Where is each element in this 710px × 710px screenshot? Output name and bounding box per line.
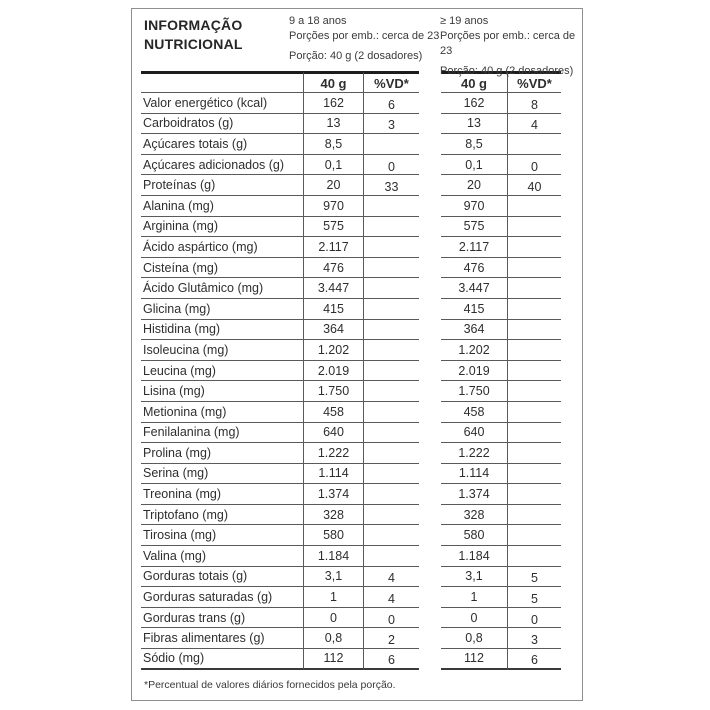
vd-value-group2: 6	[508, 649, 561, 670]
label-header	[132, 9, 582, 77]
table-gap	[419, 484, 441, 505]
portion-size-group2: Porção: 40 g (2 dosadores)	[440, 65, 574, 77]
row-label: Fenilalanina (mg)	[141, 423, 303, 444]
qty-value-group1: 640	[303, 423, 364, 444]
row-label: Metionina (mg)	[141, 402, 303, 423]
vd-value-group2	[508, 484, 561, 505]
vd-value-group1	[364, 402, 419, 423]
table-gap	[419, 402, 441, 423]
vd-value-group2	[508, 258, 561, 279]
qty-value-group1: 1.222	[303, 443, 364, 464]
qty-value-group2: 0,8	[441, 628, 508, 649]
qty-value-group2: 1.750	[441, 381, 508, 402]
table-gap	[419, 464, 441, 485]
table-row	[141, 628, 561, 649]
row-label: Leucina (mg)	[141, 361, 303, 382]
table-gap	[419, 258, 441, 279]
qty-value-group1: 112	[303, 649, 364, 670]
table-row	[141, 196, 561, 217]
header-vd-group2: %VD*	[508, 71, 561, 93]
qty-value-group1: 1.750	[303, 381, 364, 402]
vd-value-group1	[364, 464, 419, 485]
qty-value-group1: 415	[303, 299, 364, 320]
table-row	[141, 93, 561, 114]
vd-value-group2: 8	[508, 93, 561, 114]
qty-value-group2: 3.447	[441, 278, 508, 299]
table-gap	[419, 546, 441, 567]
qty-value-group2: 112	[441, 649, 508, 670]
qty-value-group1: 3,1	[303, 567, 364, 588]
table-gap	[419, 340, 441, 361]
row-label: Açúcares totais (g)	[141, 134, 303, 155]
qty-value-group2: 0	[441, 608, 508, 629]
vd-value-group1	[364, 217, 419, 238]
vd-value-group1	[364, 340, 419, 361]
row-label: Ácido aspártico (mg)	[141, 237, 303, 258]
table-row	[141, 114, 561, 135]
row-label: Açúcares adicionados (g)	[141, 155, 303, 176]
qty-value-group1: 1.114	[303, 464, 364, 485]
portions-per-pack-group1: Porções por emb.: cerca de 23	[289, 30, 440, 42]
vd-value-group1: 2	[364, 628, 419, 649]
table-gap	[419, 505, 441, 526]
row-label: Gorduras totais (g)	[141, 567, 303, 588]
table-row	[141, 278, 561, 299]
qty-value-group2: 580	[441, 525, 508, 546]
row-label: Ácido Glutâmico (mg)	[141, 278, 303, 299]
qty-value-group2: 2.117	[441, 237, 508, 258]
table-row	[141, 320, 561, 341]
vd-value-group2	[508, 340, 561, 361]
vd-value-group2	[508, 402, 561, 423]
table-gap	[419, 628, 441, 649]
table-gap	[419, 237, 441, 258]
table-gap	[419, 114, 441, 135]
serving-info-group1	[289, 14, 439, 64]
table-gap	[419, 381, 441, 402]
vd-value-group2: 3	[508, 628, 561, 649]
table-gap	[419, 299, 441, 320]
qty-value-group1: 162	[303, 93, 364, 114]
qty-value-group2: 575	[441, 217, 508, 238]
qty-value-group2: 1.374	[441, 484, 508, 505]
vd-value-group2	[508, 196, 561, 217]
table-row	[141, 546, 561, 567]
vd-value-group2: 4	[508, 114, 561, 135]
qty-value-group2: 1.114	[441, 464, 508, 485]
table-row	[141, 237, 561, 258]
vd-value-group2	[508, 505, 561, 526]
table-row	[141, 361, 561, 382]
row-label: Alanina (mg)	[141, 196, 303, 217]
vd-value-group2	[508, 361, 561, 382]
vd-value-group1: 0	[364, 608, 419, 629]
qty-value-group2: 13	[441, 114, 508, 135]
row-label: Glicina (mg)	[141, 299, 303, 320]
table-gap	[419, 525, 441, 546]
row-label: Carboidratos (g)	[141, 114, 303, 135]
vd-value-group1	[364, 258, 419, 279]
table-row	[141, 484, 561, 505]
qty-value-group2: 0,1	[441, 155, 508, 176]
table-gap	[419, 93, 441, 114]
row-label: Lisina (mg)	[141, 381, 303, 402]
table-row	[141, 340, 561, 361]
table-row	[141, 258, 561, 279]
qty-value-group2: 3,1	[441, 567, 508, 588]
qty-value-group2: 8,5	[441, 134, 508, 155]
vd-value-group2	[508, 299, 561, 320]
qty-value-group2: 1.184	[441, 546, 508, 567]
nutrition-table	[141, 71, 561, 670]
vd-value-group1	[364, 546, 419, 567]
table-gap	[419, 587, 441, 608]
qty-value-group1: 580	[303, 525, 364, 546]
vd-value-group1: 6	[364, 649, 419, 670]
qty-value-group1: 1.184	[303, 546, 364, 567]
vd-value-group2	[508, 381, 561, 402]
header-qty-group2: 40 g	[441, 71, 508, 93]
vd-value-group1: 33	[364, 175, 419, 196]
row-label: Proteínas (g)	[141, 175, 303, 196]
qty-value-group2: 970	[441, 196, 508, 217]
vd-value-group2	[508, 237, 561, 258]
qty-value-group1: 1.374	[303, 484, 364, 505]
vd-value-group1	[364, 134, 419, 155]
vd-value-group1	[364, 484, 419, 505]
qty-value-group2: 1.222	[441, 443, 508, 464]
row-label: Sódio (mg)	[141, 649, 303, 670]
vd-value-group1	[364, 237, 419, 258]
qty-value-group2: 162	[441, 93, 508, 114]
table-gap	[419, 361, 441, 382]
vd-value-group2	[508, 546, 561, 567]
table-gap	[419, 175, 441, 196]
table-row	[141, 525, 561, 546]
vd-value-group1	[364, 278, 419, 299]
row-label: Serina (mg)	[141, 464, 303, 485]
table-row	[141, 402, 561, 423]
table-gap	[419, 134, 441, 155]
qty-value-group2: 458	[441, 402, 508, 423]
qty-value-group1: 3.447	[303, 278, 364, 299]
qty-value-group1: 2.019	[303, 361, 364, 382]
vd-value-group2: 0	[508, 608, 561, 629]
table-gap	[419, 320, 441, 341]
vd-value-group1	[364, 381, 419, 402]
row-label: Valor energético (kcal)	[141, 93, 303, 114]
qty-value-group2: 1	[441, 587, 508, 608]
title-line-1: INFORMAÇÃO	[144, 17, 243, 33]
vd-value-group2	[508, 134, 561, 155]
qty-value-group1: 476	[303, 258, 364, 279]
table-gap	[419, 71, 441, 93]
vd-value-group1	[364, 505, 419, 526]
vd-value-group2	[508, 525, 561, 546]
vd-value-group2	[508, 443, 561, 464]
qty-value-group1: 13	[303, 114, 364, 135]
qty-value-group2: 328	[441, 505, 508, 526]
vd-value-group1: 4	[364, 567, 419, 588]
table-row	[141, 649, 561, 670]
age-range-group1: 9 a 18 anos	[289, 15, 347, 27]
qty-value-group1: 2.117	[303, 237, 364, 258]
table-row	[141, 423, 561, 444]
qty-value-group2: 1.202	[441, 340, 508, 361]
table-row	[141, 443, 561, 464]
vd-value-group2	[508, 278, 561, 299]
vd-value-group1: 6	[364, 93, 419, 114]
table-gap	[419, 649, 441, 670]
qty-value-group1: 1.202	[303, 340, 364, 361]
vd-value-group1	[364, 443, 419, 464]
table-row	[141, 505, 561, 526]
qty-value-group1: 8,5	[303, 134, 364, 155]
table-gap	[419, 196, 441, 217]
qty-value-group2: 2.019	[441, 361, 508, 382]
portion-size-group1: Porção: 40 g (2 dosadores)	[289, 50, 423, 62]
title-line-2: NUTRICIONAL	[144, 36, 243, 52]
vd-value-group2: 0	[508, 155, 561, 176]
vd-value-group1	[364, 320, 419, 341]
vd-value-group1: 3	[364, 114, 419, 135]
row-label: Fibras alimentares (g)	[141, 628, 303, 649]
qty-value-group2: 640	[441, 423, 508, 444]
table-row	[141, 155, 561, 176]
row-label: Isoleucina (mg)	[141, 340, 303, 361]
qty-value-group2: 476	[441, 258, 508, 279]
row-label: Valina (mg)	[141, 546, 303, 567]
row-label: Gorduras saturadas (g)	[141, 587, 303, 608]
nutrition-label	[131, 8, 583, 701]
row-label: Triptofano (mg)	[141, 505, 303, 526]
table-gap	[419, 217, 441, 238]
vd-value-group2	[508, 217, 561, 238]
qty-value-group1: 0	[303, 608, 364, 629]
qty-value-group2: 364	[441, 320, 508, 341]
vd-value-group2: 40	[508, 175, 561, 196]
header-vd-group1: %VD*	[364, 71, 419, 93]
table-row	[141, 217, 561, 238]
footnote: *Percentual de valores diários fornecidos pela porção.	[144, 678, 396, 691]
table-row	[141, 175, 561, 196]
qty-value-group1: 458	[303, 402, 364, 423]
table-gap	[419, 443, 441, 464]
qty-value-group1: 328	[303, 505, 364, 526]
table-gap	[419, 278, 441, 299]
table-row	[141, 381, 561, 402]
age-range-group2: ≥ 19 anos	[440, 15, 489, 27]
vd-value-group1	[364, 525, 419, 546]
table-row	[141, 299, 561, 320]
vd-value-group1	[364, 299, 419, 320]
qty-value-group1: 575	[303, 217, 364, 238]
qty-value-group1: 364	[303, 320, 364, 341]
portions-per-pack-group2: Porções por emb.: cerca de 23	[440, 30, 576, 57]
row-label: Prolina (mg)	[141, 443, 303, 464]
qty-value-group1: 20	[303, 175, 364, 196]
vd-value-group2	[508, 423, 561, 444]
row-label: Tirosina (mg)	[141, 525, 303, 546]
qty-value-group1: 1	[303, 587, 364, 608]
vd-value-group1	[364, 196, 419, 217]
table-gap	[419, 567, 441, 588]
page-title	[144, 16, 243, 54]
vd-value-group1	[364, 361, 419, 382]
table-row	[141, 608, 561, 629]
qty-value-group1: 0,1	[303, 155, 364, 176]
qty-value-group1: 0,8	[303, 628, 364, 649]
row-label: Gorduras trans (g)	[141, 608, 303, 629]
table-row	[141, 587, 561, 608]
row-label: Cisteína (mg)	[141, 258, 303, 279]
table-row	[141, 567, 561, 588]
table-gap	[419, 608, 441, 629]
vd-value-group1: 0	[364, 155, 419, 176]
vd-value-group1: 4	[364, 587, 419, 608]
qty-value-group2: 415	[441, 299, 508, 320]
serving-info-group2	[440, 14, 582, 79]
row-label: Histidina (mg)	[141, 320, 303, 341]
qty-value-group2: 20	[441, 175, 508, 196]
header-qty-group1: 40 g	[303, 71, 364, 93]
vd-value-group2: 5	[508, 587, 561, 608]
row-label: Treonina (mg)	[141, 484, 303, 505]
table-row	[141, 464, 561, 485]
table-gap	[419, 423, 441, 444]
vd-value-group2	[508, 464, 561, 485]
row-label: Arginina (mg)	[141, 217, 303, 238]
table-gap	[419, 155, 441, 176]
vd-value-group1	[364, 423, 419, 444]
vd-value-group2	[508, 320, 561, 341]
header-label-cell	[141, 71, 303, 93]
vd-value-group2: 5	[508, 567, 561, 588]
table-row	[141, 134, 561, 155]
qty-value-group1: 970	[303, 196, 364, 217]
